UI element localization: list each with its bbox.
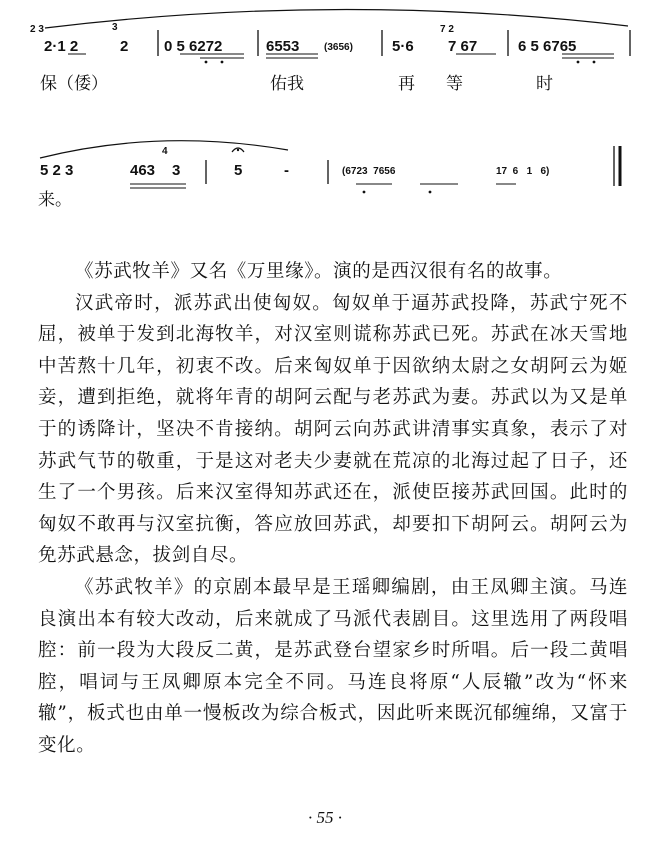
note-group: 6 5 6765 xyxy=(518,38,577,55)
lyric: 保（倭） xyxy=(40,74,108,94)
lyric: 再 xyxy=(398,74,415,94)
lyric: 时 xyxy=(536,74,553,94)
paragraph: 汉武帝时，派苏武出使匈奴。匈奴单于逼苏武投降，苏武宁死不屈，被单于发到北海牧羊，对汉室则谎称苏武已死。苏武在冰天雪地中苦熬十几年，初衷不改。后来匈奴单于因欲纳太尉之女胡阿云为姬妾，遭到拒绝，就将年青的胡阿云配与老苏武为妻。苏武以为又是单于的诱降计，坚决不肯接纳。胡阿云向苏武讲清事实真象，表示了对苏武气节的敬重，于是这对老夫少妻就在荒凉的北海过起了日子，还生了一个男孩。后来汉室得知苏武还在，派使臣接苏武回国。此时的匈奴不敢再与汉室抗衡，答应放回苏武，却要扣下胡阿云。胡阿云为免苏武悬念，拔剑自尽。 xyxy=(38,292,628,567)
grace-note: 7 2 xyxy=(440,24,454,35)
lyric: 来。 xyxy=(38,190,72,210)
sustained-note: 5 xyxy=(234,162,243,179)
note-group: 2 xyxy=(120,38,129,55)
grace-note: 2 3 xyxy=(30,24,44,35)
note-group: 6553 xyxy=(266,38,300,55)
paragraph: 《苏武牧羊》的京剧本最早是王瑶卿编剧，由王凤卿主演。马连良演出本有较大改动，后来就成了马派代表剧目。这里选用了两段唱腔：前一段为大段反二黄，是苏武登台望家乡时所唱。后一段二黄唱腔，唱词与王凤卿原本完全不同。马连良将原“人辰辙”改为“怀来辙”，板式也由单一慢板改为综合板式，因此听来既沉郁缠绵，又富于变化。 xyxy=(38,576,628,756)
note-group: 5 2 3 xyxy=(40,162,74,179)
instrumental-phrase: (3656) xyxy=(324,42,353,53)
note-group: 3 xyxy=(172,162,181,179)
music-score xyxy=(0,0,650,230)
note-group: 463 xyxy=(130,162,156,179)
score-markings xyxy=(0,0,650,230)
note-group: 0 5 6272 xyxy=(164,38,223,55)
extension-dash: - xyxy=(284,162,289,179)
paragraph: 《苏武牧羊》又名《万里缘》。演的是西汉很有名的故事。 xyxy=(75,261,563,282)
fermata-dot xyxy=(237,149,239,151)
grace-note: 4 xyxy=(162,146,168,157)
slur-line1 xyxy=(45,9,628,28)
article-body xyxy=(38,256,628,762)
lyric: 佑我 xyxy=(270,74,304,94)
note-group: 5·6 xyxy=(392,38,414,55)
grace-note: 3 xyxy=(112,22,118,33)
page-number: · 55 · xyxy=(308,808,342,827)
note-group: 2·1 2 xyxy=(44,38,79,55)
note-group: 7 67 xyxy=(448,38,478,55)
instrumental-phrase: (6723 7656 xyxy=(342,166,396,177)
lyric: 等 xyxy=(446,74,463,94)
instrumental-phrase: 17 6 1 6) xyxy=(496,166,550,177)
